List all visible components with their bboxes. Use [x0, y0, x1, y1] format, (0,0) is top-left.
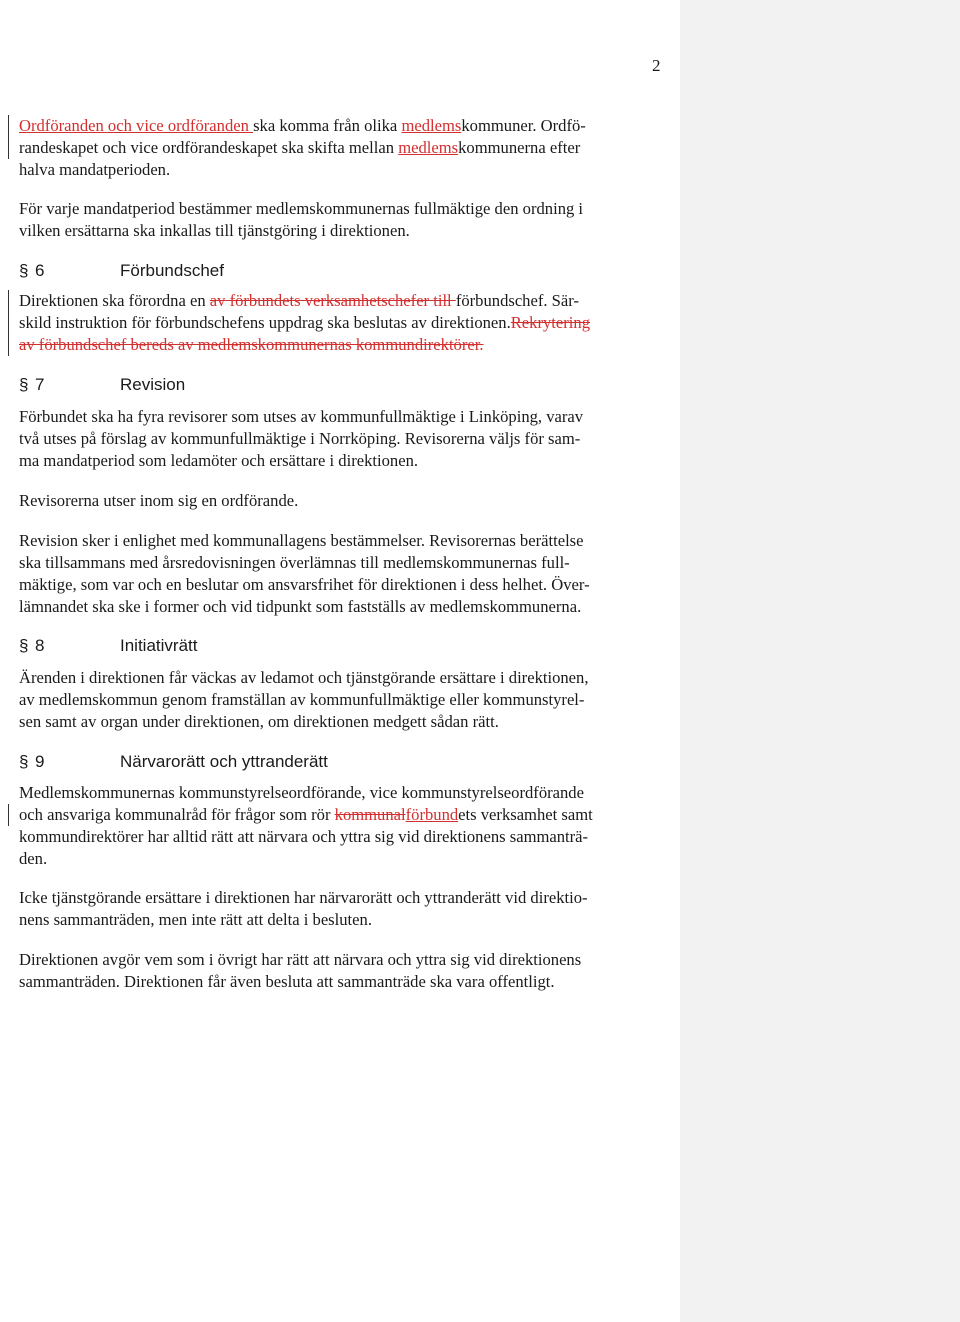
change-bar [8, 804, 9, 826]
comment-margin-pane [680, 0, 960, 1322]
inserted-text: medlems [401, 116, 462, 135]
inserted-text: förbund [405, 805, 459, 824]
section-heading-7 [19, 373, 669, 397]
paragraph-icke-tjanstgorande: Icke tjänstgörande ersättare i direktionen har närvarorätt och yttranderätt vid direktio- nens sammanträden, men inte rätt att delta i besluten. [19, 888, 588, 929]
section-title: Förbundschef [120, 261, 224, 280]
section-symbol: § [19, 636, 29, 655]
section-number: 9 [35, 752, 45, 771]
section-symbol: § [19, 752, 29, 771]
paragraph-ordforande: Ordföranden och vice ordföranden ska komma från olika medlemskommuner. Ordfö- randeskapet och vice ordförandeskapet ska skifta mellan medlemskommunerna efter halva mandatperioden. [19, 116, 586, 179]
section-heading-6 [19, 259, 669, 283]
section-title: Initiativrätt [120, 636, 198, 655]
deleted-text: Rekrytering [510, 313, 590, 332]
change-bar [8, 115, 9, 159]
deleted-text: av förbundets verksamhetschefer till [209, 291, 456, 310]
section-title: Närvarorätt och yttranderätt [120, 752, 328, 771]
paragraph-revisorer-ordforande: Revisorerna utser inom sig en ordförande. [19, 491, 299, 510]
inserted-text: Ordföranden och vice ordföranden [19, 116, 254, 135]
section-heading-9 [19, 750, 669, 774]
paragraph-initiativratt: Ärenden i direktionen får väckas av ledamot och tjänstgörande ersättare i direktionen, av medlemskommun genom framställan av kommunfullmäktige eller kommunstyrel- sen samt av organ under direktionen, om direktionen medgett sådan rätt. [19, 668, 589, 731]
paragraph-ersattare: För varje mandatperiod bestämmer medlemskommunernas fullmäktige den ordning i vilken ersättarna ska inkallas till tjänstgöring i direktionen. [19, 199, 584, 240]
section-number: 6 [35, 261, 45, 280]
section-title: Revision [120, 375, 186, 394]
paragraph-direktionen-avgor: Direktionen avgör vem som i övrigt har rätt att närvara och yttra sig vid direktionens sammanträden. Direktionen får även besluta att sammanträde ska vara offentligt. [19, 950, 582, 991]
deleted-text: av förbundschef bereds av medlemskommunernas kommundirektörer. [19, 335, 484, 354]
section-heading-8 [19, 634, 669, 658]
page-number: 2 [652, 56, 661, 75]
section-symbol: § [19, 375, 29, 394]
section-number: 7 [35, 375, 45, 394]
deleted-text: kommunal [334, 805, 406, 824]
inserted-text: medlems [398, 138, 459, 157]
paragraph-forbundschef: Direktionen ska förordna en av förbundets verksamhetschefer till förbundschef. Sär- skild instruktion för förbundschefens uppdrag ska beslutas av direktionen.Rekrytering av förbundschef bereds av medlemskommunernas kommundirektörer. [19, 291, 590, 354]
section-number: 8 [35, 636, 45, 655]
paragraph-revision: Revision sker i enlighet med kommunallagens bestämmelser. Revisorernas berättelse ska tillsammans med årsredovisningen överlämnas till medlemskommunernas full- mäktige, som var och en beslutar om ansvarsfrihet för direktionen i dess helhet. Över- lämnandet ska ske i former och vid tidpunkt som fastställs av medlemskommunerna. [19, 531, 590, 616]
section-symbol: § [19, 261, 29, 280]
paragraph-revisorer: Förbundet ska ha fyra revisorer som utses av kommunfullmäktige i Linköping, varav två utses på förslag av kommunfullmäktige i Norrköping. Revisorerna väljs för sam- ma mandatperiod som ledamöter och ersättare i direktionen. [19, 407, 584, 470]
change-bar [8, 290, 9, 356]
paragraph-narvarorätt: Medlemskommunernas kommunstyrelseordförande, vice kommunstyrelseordförande och ansvariga kommunalråd för frågor som rör kommunalförbundets verksamhet samt kommundirektörer har alltid rätt att närvara och yttra sig vid direktionens sammanträ- den. [19, 783, 593, 868]
